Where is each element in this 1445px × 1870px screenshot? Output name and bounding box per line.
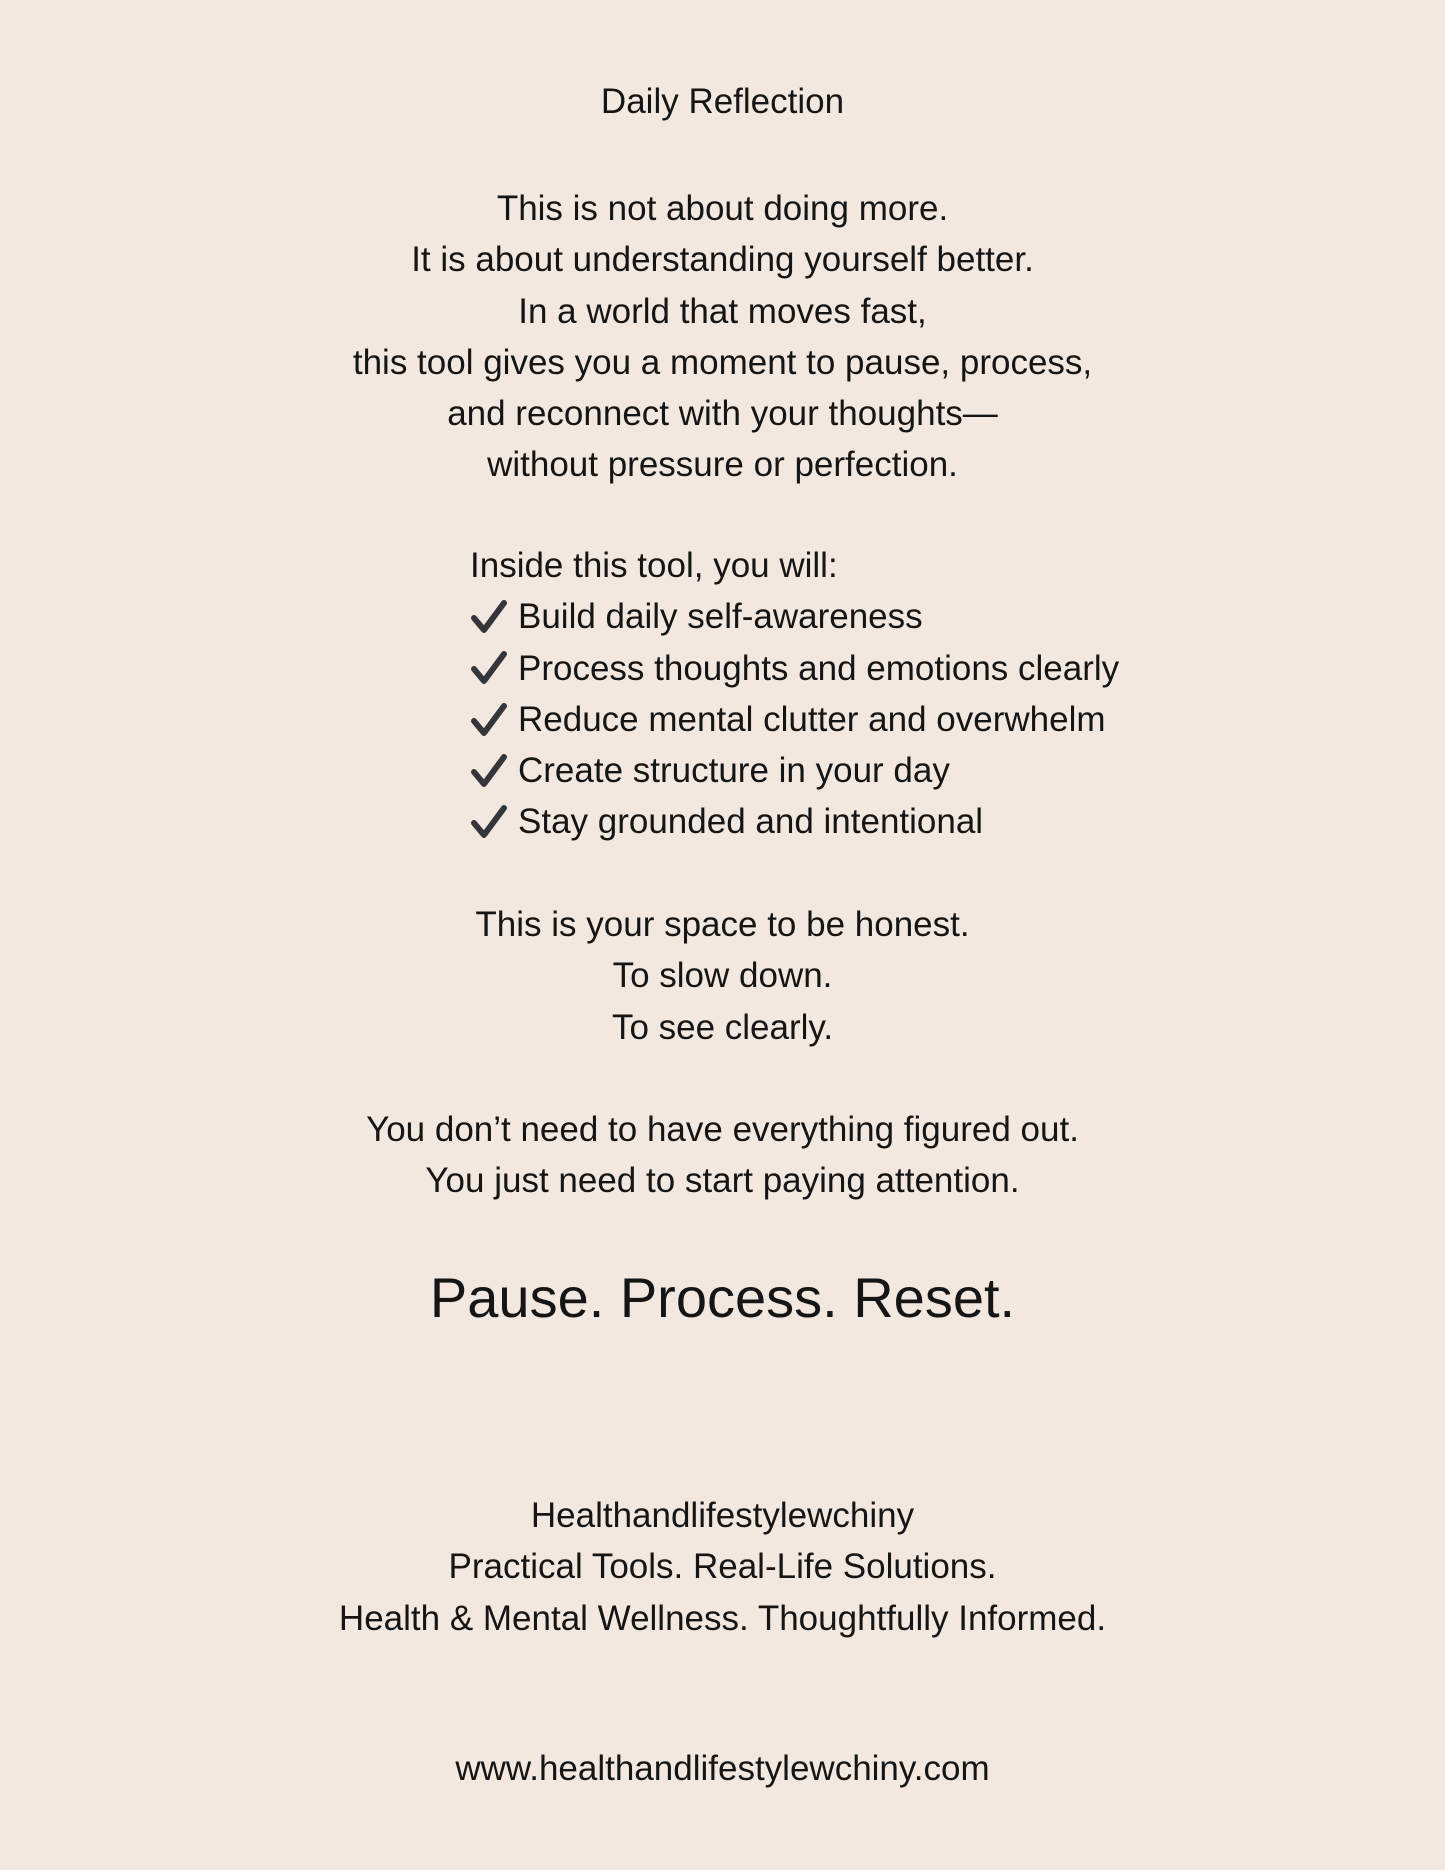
checklist-item-label: Reduce mental clutter and overwhelm <box>518 699 1106 739</box>
checklist-item-label: Build daily self-awareness <box>518 597 923 637</box>
checklist-item <box>470 643 1230 694</box>
attention-paragraph <box>0 1104 1445 1207</box>
checklist-item <box>470 694 1230 745</box>
checkmark-icon <box>470 700 508 740</box>
attention-line: You don’t need to have everything figured out. <box>366 1110 1079 1149</box>
checkmark-icon <box>470 648 508 688</box>
checkmark-icon <box>470 802 508 842</box>
checklist-item <box>470 591 1230 642</box>
intro-line: It is about understanding yourself better. <box>411 240 1034 280</box>
brand-block <box>0 1490 1445 1644</box>
checkmark-icon <box>470 597 508 637</box>
intro-line: without pressure or perfection. <box>487 445 958 485</box>
intro-line: and reconnect with your thoughts— <box>447 394 998 434</box>
intro-paragraph <box>0 183 1445 491</box>
checklist-item-label: Create structure in your day <box>518 751 950 791</box>
space-line: To slow down. <box>612 956 833 996</box>
brand-slogan: Practical Tools. Real-Life Solutions. <box>448 1547 997 1587</box>
website-url: www.healthandlifestylewchiny.com <box>455 1749 990 1788</box>
page-title: Daily Reflection <box>600 82 845 121</box>
intro-line: This is not about doing more. <box>496 189 949 228</box>
space-line: To see clearly. <box>611 1007 834 1047</box>
checklist-item <box>470 745 1230 796</box>
checkmark-icon <box>470 751 508 791</box>
brand-name: Healthandlifestylewchiny <box>530 1496 915 1535</box>
attention-line: You just need to start paying attention. <box>425 1161 1020 1201</box>
checklist-item-label: Process thoughts and emotions clearly <box>518 648 1120 688</box>
benefits-checklist <box>470 540 1230 848</box>
space-line: This is your space to be honest. <box>475 905 970 944</box>
tagline: Pause. Process. Reset. <box>429 1266 1016 1329</box>
intro-line: this tool gives you a moment to pause, process, <box>352 342 1093 382</box>
checklist-item <box>470 796 1230 847</box>
intro-line: In a world that moves fast, <box>518 291 927 331</box>
space-paragraph <box>0 899 1445 1053</box>
checklist-item-label: Stay grounded and intentional <box>518 802 984 842</box>
brand-description: Health & Mental Wellness. Thoughtfully Informed. <box>338 1598 1107 1638</box>
checklist-heading: Inside this tool, you will: <box>470 546 838 585</box>
